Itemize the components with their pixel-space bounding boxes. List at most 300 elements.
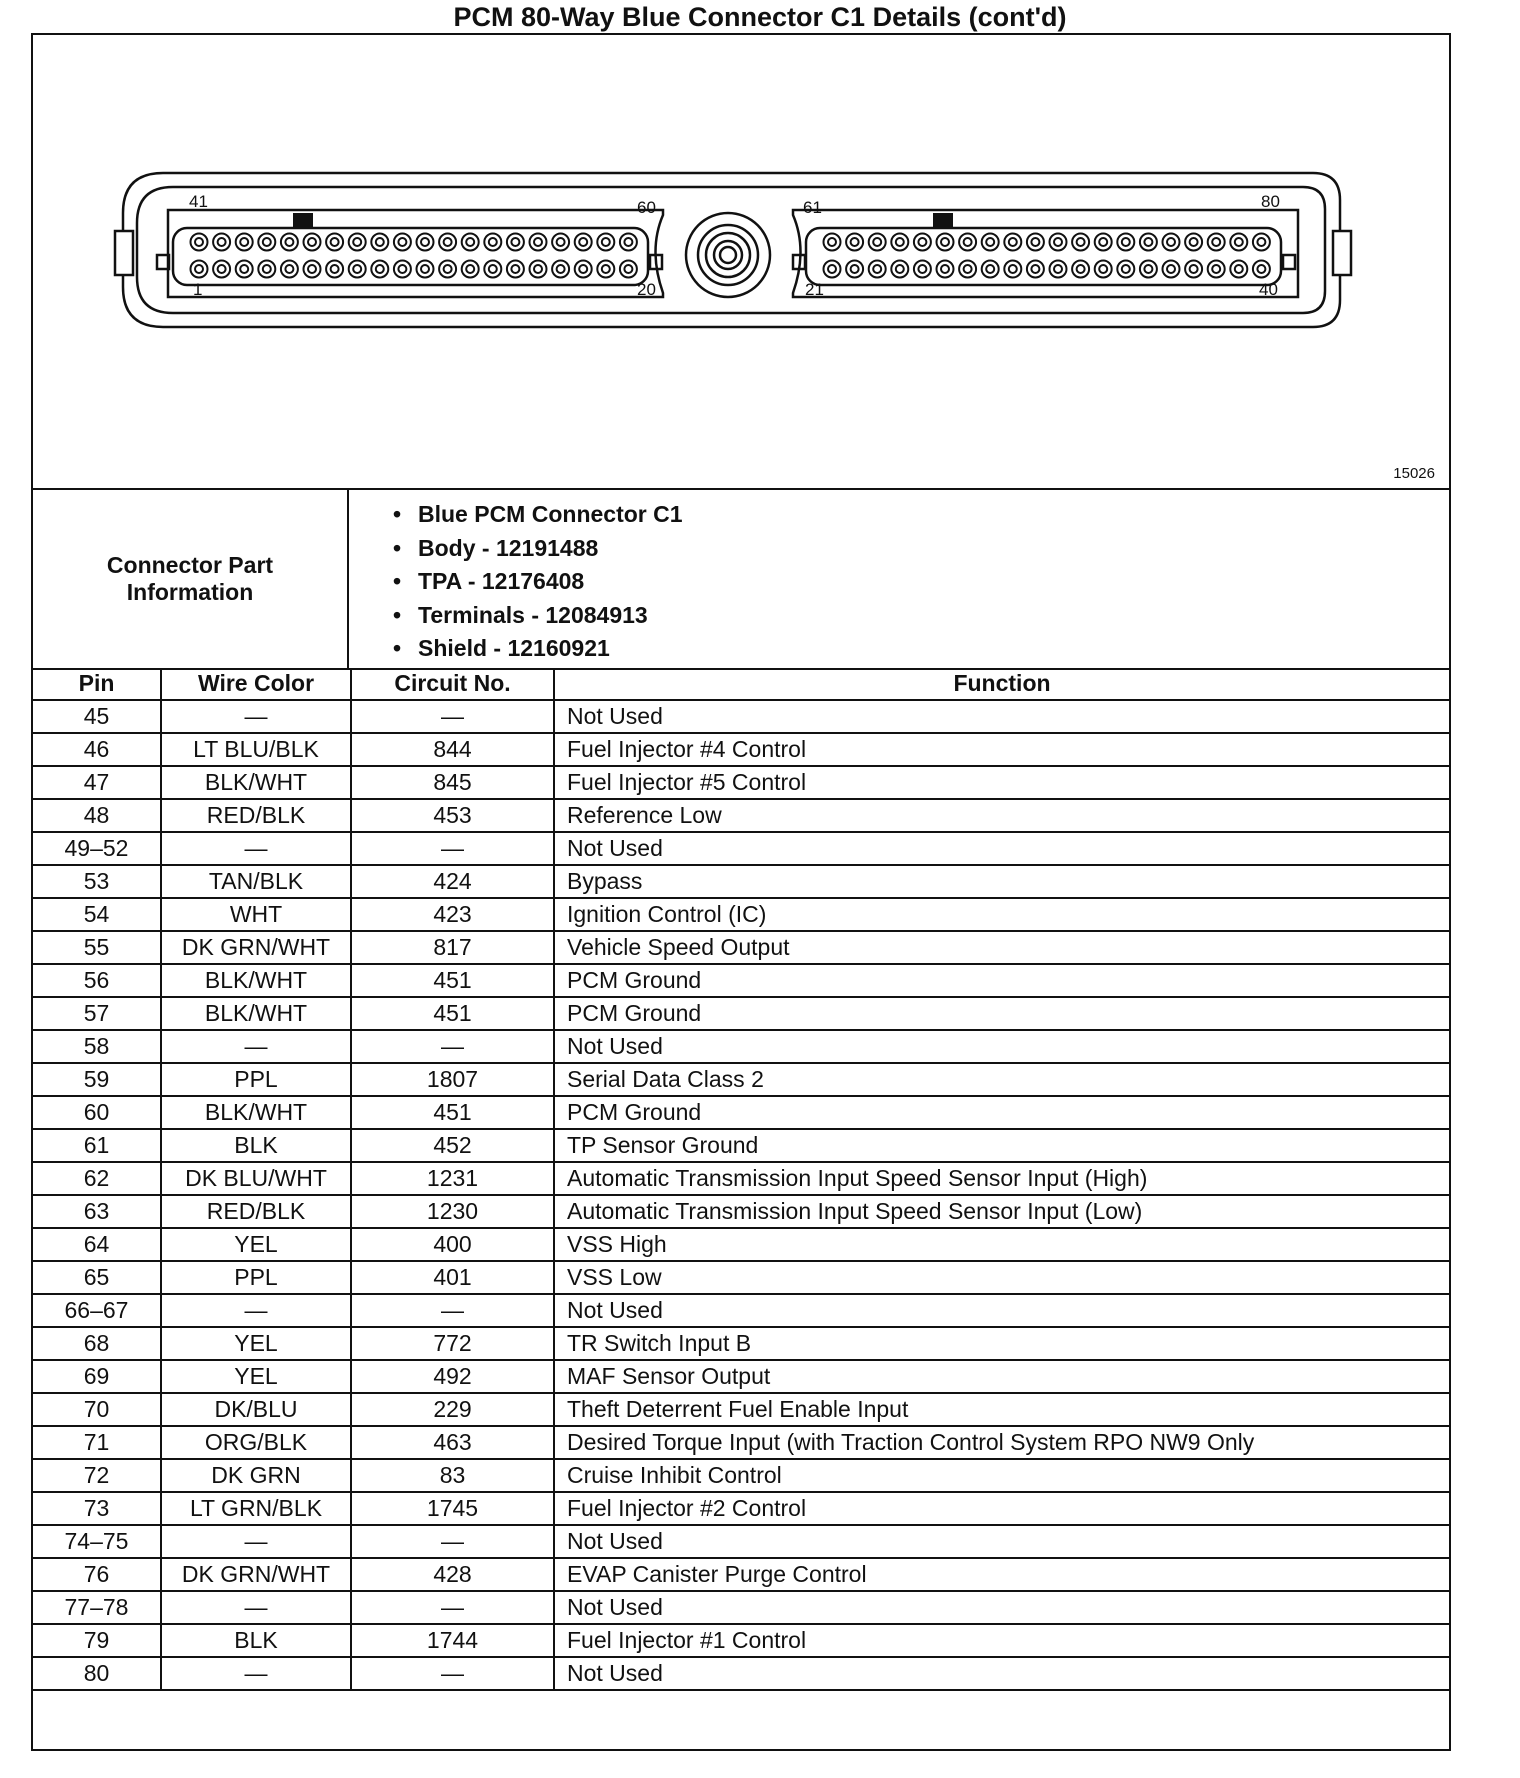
table-row [33, 931, 1449, 964]
cell-pin: 65 [33, 1261, 161, 1294]
pin-hole [417, 234, 434, 251]
info-item-body: • Body - 12191488 [393, 532, 683, 566]
right-latch [1333, 231, 1351, 275]
pin-table [33, 668, 1449, 1691]
cell-circuit-no: 492 [351, 1360, 554, 1393]
pin-hole [575, 234, 592, 251]
pin-hole-inner [1212, 265, 1220, 273]
pin-hole [1163, 261, 1180, 278]
cell-circuit-no: 451 [351, 997, 554, 1030]
cell-wire-color: — [161, 1591, 351, 1624]
cell-wire-color: ORG/BLK [161, 1426, 351, 1459]
cell-wire-color: BLK/WHT [161, 1096, 351, 1129]
header-pin: Pin [33, 668, 161, 700]
pin-hole-inner [1031, 265, 1039, 273]
cell-function: Not Used [554, 700, 1449, 733]
cell-function: Not Used [554, 832, 1449, 865]
cell-function: TP Sensor Ground [554, 1129, 1449, 1162]
cell-circuit-no: 400 [351, 1228, 554, 1261]
pin-hole-inner [918, 265, 926, 273]
cell-pin: 58 [33, 1030, 161, 1063]
cell-wire-color: — [161, 1294, 351, 1327]
cell-pin: 74–75 [33, 1525, 161, 1558]
pin-hole-inner [873, 238, 881, 246]
pin-hole [1208, 261, 1225, 278]
pin-hole-inner [1077, 265, 1085, 273]
pin-hole [371, 261, 388, 278]
pin-hole-inner [1190, 238, 1198, 246]
pin-label-80: 80 [1261, 192, 1280, 211]
pin-hole [1140, 261, 1157, 278]
pin-hole-inner [1054, 238, 1062, 246]
table-row [33, 1261, 1449, 1294]
pin-label-41: 41 [189, 192, 208, 211]
pin-hole-inner [218, 265, 226, 273]
cell-pin: 73 [33, 1492, 161, 1525]
pin-hole-inner [444, 265, 452, 273]
pin-hole [891, 234, 908, 251]
cell-pin: 53 [33, 865, 161, 898]
cell-function: PCM Ground [554, 997, 1449, 1030]
pin-hole [1230, 234, 1247, 251]
pin-hole [191, 234, 208, 251]
pin-label-40: 40 [1259, 280, 1278, 299]
pin-hole [937, 261, 954, 278]
pin-hole [462, 261, 479, 278]
pin-hole [394, 261, 411, 278]
pin-hole [281, 234, 298, 251]
pin-hole [982, 261, 999, 278]
cell-function: Reference Low [554, 799, 1449, 832]
table-row [33, 1393, 1449, 1426]
pin-hole [439, 234, 456, 251]
cell-pin: 59 [33, 1063, 161, 1096]
pin-hole-inner [331, 265, 339, 273]
header-function: Function [554, 668, 1449, 700]
cell-function: Fuel Injector #2 Control [554, 1492, 1449, 1525]
pin-hole-inner [353, 265, 361, 273]
pin-hole [869, 234, 886, 251]
pin-hole-inner [376, 265, 384, 273]
pin-hole-inner [353, 238, 361, 246]
table-row [33, 1591, 1449, 1624]
pin-hole-inner [1257, 238, 1265, 246]
pin-hole-inner [376, 238, 384, 246]
pin-hole-inner [1009, 265, 1017, 273]
cell-function: Automatic Transmission Input Speed Sensor Input (High) [554, 1162, 1449, 1195]
connector-part-information [33, 490, 1449, 670]
pin-hole-inner [557, 238, 565, 246]
cell-circuit-no: 817 [351, 931, 554, 964]
cell-wire-color: — [161, 1030, 351, 1063]
pin-hole-inner [1054, 265, 1062, 273]
pin-hole [575, 261, 592, 278]
pin-hole [281, 261, 298, 278]
cell-pin: 47 [33, 766, 161, 799]
cell-wire-color: RED/BLK [161, 799, 351, 832]
pin-hole [1050, 234, 1067, 251]
connector-housing-outline [123, 173, 1340, 327]
cell-wire-color: PPL [161, 1063, 351, 1096]
pin-hole-inner [964, 238, 972, 246]
pin-hole [462, 234, 479, 251]
pin-hole-inner [1122, 265, 1130, 273]
cell-circuit-no: — [351, 700, 554, 733]
table-row [33, 1096, 1449, 1129]
cell-pin: 60 [33, 1096, 161, 1129]
cell-function: Automatic Transmission Input Speed Sensor Input (Low) [554, 1195, 1449, 1228]
table-row [33, 865, 1449, 898]
cell-circuit-no: — [351, 1657, 554, 1690]
pin-hole [1050, 261, 1067, 278]
pin-hole-inner [511, 238, 519, 246]
pin-hole [304, 261, 321, 278]
pin-hole-inner [195, 265, 203, 273]
pin-hole-inner [489, 238, 497, 246]
pin-hole [1253, 234, 1270, 251]
pin-hole [620, 261, 637, 278]
cell-wire-color: LT GRN/BLK [161, 1492, 351, 1525]
pin-hole [484, 261, 501, 278]
cell-wire-color: TAN/BLK [161, 865, 351, 898]
pin-hole-inner [1099, 265, 1107, 273]
table-row [33, 733, 1449, 766]
cell-pin: 56 [33, 964, 161, 997]
pin-hole [1117, 234, 1134, 251]
cell-function: Not Used [554, 1657, 1449, 1690]
cell-function: Vehicle Speed Output [554, 931, 1449, 964]
pin-hole-inner [285, 238, 293, 246]
cell-wire-color: RED/BLK [161, 1195, 351, 1228]
table-row [33, 1327, 1449, 1360]
pin-hole-inner [941, 238, 949, 246]
pin-hole [869, 261, 886, 278]
cell-circuit-no: 229 [351, 1393, 554, 1426]
pin-label-1: 1 [193, 280, 203, 299]
pin-hole [846, 234, 863, 251]
cell-pin: 68 [33, 1327, 161, 1360]
cell-pin: 69 [33, 1360, 161, 1393]
pin-hole [507, 261, 524, 278]
pin-hole-inner [1122, 238, 1130, 246]
pin-hole [191, 261, 208, 278]
pin-hole-inner [896, 265, 904, 273]
pin-label-60: 60 [637, 198, 656, 217]
cell-pin: 72 [33, 1459, 161, 1492]
cell-pin: 48 [33, 799, 161, 832]
pin-hole [1095, 234, 1112, 251]
cell-circuit-no: — [351, 832, 554, 865]
center-bolt-core [714, 241, 742, 269]
document-frame [31, 33, 1451, 1751]
pin-hole-inner [263, 265, 271, 273]
pin-hole [1163, 234, 1180, 251]
table-row [33, 1030, 1449, 1063]
pin-hole-inner [1235, 238, 1243, 246]
cell-circuit-no: 401 [351, 1261, 554, 1294]
pin-hole-inner [1212, 238, 1220, 246]
pin-hole-inner [602, 265, 610, 273]
cell-pin: 80 [33, 1657, 161, 1690]
cell-wire-color: DK BLU/WHT [161, 1162, 351, 1195]
pin-hole [914, 234, 931, 251]
pin-table-body [33, 700, 1449, 1690]
cell-pin: 45 [33, 700, 161, 733]
table-row [33, 1129, 1449, 1162]
pin-hole-inner [421, 238, 429, 246]
table-row [33, 1525, 1449, 1558]
cell-wire-color: WHT [161, 898, 351, 931]
cell-pin: 71 [33, 1426, 161, 1459]
pin-hole [1185, 234, 1202, 251]
table-row [33, 1558, 1449, 1591]
pin-hole-inner [218, 238, 226, 246]
cell-circuit-no: 1231 [351, 1162, 554, 1195]
pin-hole-inner [308, 238, 316, 246]
pin-hole [213, 261, 230, 278]
table-row [33, 766, 1449, 799]
pin-hole-inner [941, 265, 949, 273]
cell-pin: 70 [33, 1393, 161, 1426]
cell-wire-color: YEL [161, 1228, 351, 1261]
pin-hole [530, 234, 547, 251]
cell-pin: 57 [33, 997, 161, 1030]
pin-hole-inner [624, 265, 632, 273]
pin-hole-inner [1167, 238, 1175, 246]
pin-hole [959, 234, 976, 251]
cell-circuit-no: 451 [351, 1096, 554, 1129]
pin-hole [1140, 234, 1157, 251]
cell-circuit-no: 451 [351, 964, 554, 997]
cell-wire-color: BLK/WHT [161, 997, 351, 1030]
pin-label-61: 61 [803, 198, 822, 217]
pin-hole [891, 261, 908, 278]
cell-wire-color: BLK [161, 1129, 351, 1162]
pin-hole-inner [240, 265, 248, 273]
pin-hole-inner [624, 238, 632, 246]
cell-wire-color: YEL [161, 1360, 351, 1393]
connector-diagram [33, 35, 1449, 490]
page-title: PCM 80-Way Blue Connector C1 Details (cont'd) [453, 2, 1067, 32]
pin-hole [959, 261, 976, 278]
table-row [33, 964, 1449, 997]
pin-hole [597, 234, 614, 251]
cell-wire-color: BLK/WHT [161, 964, 351, 997]
connector-info-label [33, 490, 349, 668]
pin-hole-inner [557, 265, 565, 273]
cell-wire-color: DK GRN/WHT [161, 1558, 351, 1591]
pin-hole-inner [1167, 265, 1175, 273]
cell-function: Not Used [554, 1525, 1449, 1558]
pin-hole [982, 234, 999, 251]
pin-hole-inner [331, 238, 339, 246]
cell-circuit-no: 83 [351, 1459, 554, 1492]
cell-circuit-no: 1807 [351, 1063, 554, 1096]
pin-hole-inner [851, 238, 859, 246]
cell-function: Cruise Inhibit Control [554, 1459, 1449, 1492]
pin-hole [439, 261, 456, 278]
pin-hole-inner [964, 265, 972, 273]
table-row [33, 1294, 1449, 1327]
pin-hole [1117, 261, 1134, 278]
connector-info-label-text: Connector Part Information [106, 552, 274, 605]
pin-hole [326, 234, 343, 251]
pin-hole-inner [1257, 265, 1265, 273]
pin-label-20: 20 [637, 280, 656, 299]
table-row [33, 1426, 1449, 1459]
pin-hole-inner [1099, 238, 1107, 246]
pin-hole [213, 234, 230, 251]
cell-pin: 79 [33, 1624, 161, 1657]
table-row [33, 1228, 1449, 1261]
pin-hole [597, 261, 614, 278]
pin-hole [1253, 261, 1270, 278]
pin-hole-inner [263, 238, 271, 246]
cell-circuit-no: 428 [351, 1558, 554, 1591]
pin-hole-inner [308, 265, 316, 273]
cell-pin: 62 [33, 1162, 161, 1195]
cell-function: VSS High [554, 1228, 1449, 1261]
cell-function: PCM Ground [554, 964, 1449, 997]
pin-hole-inner [534, 265, 542, 273]
pin-hole-inner [1077, 238, 1085, 246]
pin-hole [258, 234, 275, 251]
pin-hole-inner [1031, 238, 1039, 246]
header-circuit-no: Circuit No. [351, 668, 554, 700]
cell-wire-color: BLK [161, 1624, 351, 1657]
cell-wire-color: LT BLU/BLK [161, 733, 351, 766]
cell-function: Bypass [554, 865, 1449, 898]
cell-wire-color: YEL [161, 1327, 351, 1360]
pin-hole-inner [828, 265, 836, 273]
table-row [33, 1657, 1449, 1690]
cell-function: Not Used [554, 1591, 1449, 1624]
pin-hole [914, 261, 931, 278]
pin-label-21: 21 [805, 280, 824, 299]
cell-circuit-no: — [351, 1294, 554, 1327]
pin-hole-inner [828, 238, 836, 246]
pin-hole [552, 261, 569, 278]
left-polarity-tab [293, 213, 313, 227]
cell-function: Ignition Control (IC) [554, 898, 1449, 931]
figure-number: 15026 [1393, 465, 1435, 482]
table-row [33, 997, 1449, 1030]
pin-hole [1004, 234, 1021, 251]
center-bolt-ring-inner [706, 233, 750, 277]
info-item-shield: • Shield - 12160921 [393, 632, 683, 666]
pin-hole-inner [602, 238, 610, 246]
cell-function: Not Used [554, 1030, 1449, 1063]
table-row [33, 799, 1449, 832]
cell-pin: 61 [33, 1129, 161, 1162]
pin-hole [304, 234, 321, 251]
cell-function: TR Switch Input B [554, 1327, 1449, 1360]
left-latch [115, 231, 133, 275]
cell-function: Fuel Injector #5 Control [554, 766, 1449, 799]
pin-hole [236, 261, 253, 278]
pin-hole [1072, 234, 1089, 251]
cell-circuit-no: — [351, 1525, 554, 1558]
pin-hole [1027, 261, 1044, 278]
cell-circuit-no: 1745 [351, 1492, 554, 1525]
pin-hole-inner [1144, 238, 1152, 246]
pin-hole [552, 234, 569, 251]
pin-hole-inner [896, 238, 904, 246]
pin-hole-inner [466, 238, 474, 246]
cell-circuit-no: 463 [351, 1426, 554, 1459]
pin-hole-inner [489, 265, 497, 273]
table-row [33, 1063, 1449, 1096]
pin-hole-inner [918, 238, 926, 246]
pin-hole-inner [444, 238, 452, 246]
cell-wire-color: DK GRN [161, 1459, 351, 1492]
cell-pin: 66–67 [33, 1294, 161, 1327]
pin-hole [1095, 261, 1112, 278]
cell-wire-color: — [161, 1525, 351, 1558]
cell-circuit-no: 844 [351, 733, 554, 766]
pin-hole [349, 261, 366, 278]
pin-hole-inner [534, 238, 542, 246]
pin-hole [484, 234, 501, 251]
info-item-terminals: • Terminals - 12084913 [393, 599, 683, 633]
pin-hole [349, 234, 366, 251]
pin-hole [371, 234, 388, 251]
pin-hole [236, 234, 253, 251]
cell-wire-color: DK GRN/WHT [161, 931, 351, 964]
pin-hole-inner [421, 265, 429, 273]
table-row [33, 898, 1449, 931]
pin-hole [1004, 261, 1021, 278]
pin-hole [824, 234, 841, 251]
cell-circuit-no: 845 [351, 766, 554, 799]
table-header-row [33, 668, 1449, 700]
pin-hole-inner [466, 265, 474, 273]
pin-hole [1230, 261, 1247, 278]
pin-hole [824, 261, 841, 278]
cell-function: PCM Ground [554, 1096, 1449, 1129]
pin-hole-inner [986, 265, 994, 273]
pin-hole-inner [851, 265, 859, 273]
table-row [33, 1492, 1449, 1525]
right-key-right [1283, 255, 1295, 269]
info-item-tpa: • TPA - 12176408 [393, 565, 683, 599]
cell-pin: 54 [33, 898, 161, 931]
pin-hole [1185, 261, 1202, 278]
pin-hole-inner [195, 238, 203, 246]
center-bolt-hole [720, 247, 736, 263]
connector-info-list [393, 498, 683, 666]
pin-hole [394, 234, 411, 251]
pin-hole-inner [986, 238, 994, 246]
pin-hole [530, 261, 547, 278]
pin-hole [326, 261, 343, 278]
cell-pin: 63 [33, 1195, 161, 1228]
pin-hole-inner [1235, 265, 1243, 273]
pin-hole-inner [511, 265, 519, 273]
pin-hole-inner [873, 265, 881, 273]
cell-pin: 46 [33, 733, 161, 766]
cell-pin: 77–78 [33, 1591, 161, 1624]
pin-hole-inner [398, 265, 406, 273]
cell-function: Not Used [554, 1294, 1449, 1327]
pin-hole [417, 261, 434, 278]
pin-hole-inner [1190, 265, 1198, 273]
table-row [33, 1459, 1449, 1492]
cell-function: MAF Sensor Output [554, 1360, 1449, 1393]
pin-hole [1072, 261, 1089, 278]
cell-function: VSS Low [554, 1261, 1449, 1294]
table-row [33, 700, 1449, 733]
